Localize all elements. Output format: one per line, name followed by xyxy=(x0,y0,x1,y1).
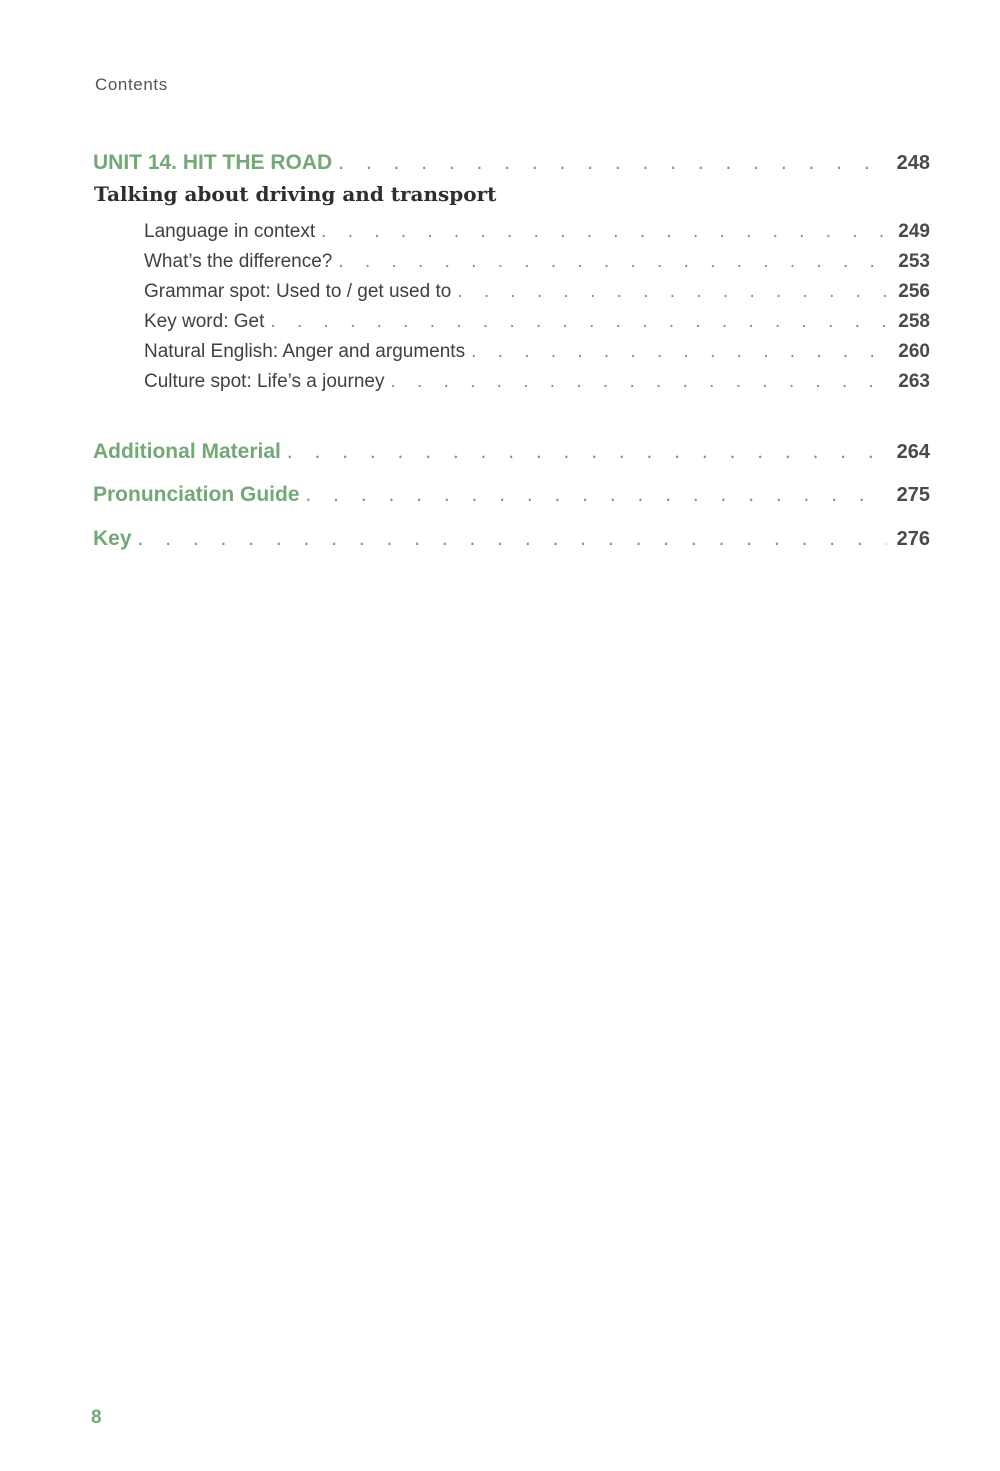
dot-leader xyxy=(390,371,888,393)
toc-entry-unit-14[interactable] xyxy=(93,151,930,175)
toc-entry-page: 256 xyxy=(898,281,930,302)
toc-entry-label: UNIT 14. HIT THE ROAD xyxy=(93,151,333,174)
toc-entry-label: What’s the difference? xyxy=(144,251,333,272)
toc-entry-section[interactable] xyxy=(144,281,930,303)
toc-entry-label: Key word: Get xyxy=(144,311,265,332)
toc-entry-section[interactable] xyxy=(144,371,930,393)
dot-leader xyxy=(270,311,888,333)
dot-leader xyxy=(306,483,887,507)
toc-entry-page: 258 xyxy=(898,311,930,332)
toc-entry-page: 276 xyxy=(896,528,930,550)
toc-entry-section[interactable] xyxy=(144,251,930,273)
toc-entry-page: 253 xyxy=(898,251,930,272)
toc-entry-section[interactable] xyxy=(144,221,930,243)
toc-entry-label: Grammar spot: Used to / get used to xyxy=(144,281,452,302)
toc-entry-key[interactable] xyxy=(93,527,930,551)
toc-entry-label: Natural English: Anger and arguments xyxy=(144,341,466,362)
unit-subtitle: Talking about driving and transport xyxy=(94,182,497,206)
toc-entry-label: Key xyxy=(93,527,132,550)
dot-leader xyxy=(338,251,888,273)
dot-leader xyxy=(321,221,888,243)
toc-entry-section[interactable] xyxy=(144,311,930,333)
dot-leader xyxy=(471,341,888,363)
dot-leader xyxy=(457,281,888,303)
dot-leader xyxy=(287,440,887,464)
toc-entry-pronunciation-guide[interactable] xyxy=(93,483,930,507)
toc-entry-additional-material[interactable] xyxy=(93,440,930,464)
toc-entry-page: 263 xyxy=(898,371,930,392)
toc-entry-label: Culture spot: Life’s a journey xyxy=(144,371,385,392)
toc-entry-label: Additional Material xyxy=(93,440,281,463)
toc-entry-label: Pronunciation Guide xyxy=(93,483,300,506)
toc-entry-page: 248 xyxy=(896,152,930,174)
page-number: 8 xyxy=(91,1407,102,1428)
dot-leader xyxy=(338,151,886,175)
toc-entry-page: 260 xyxy=(898,341,930,362)
toc-entry-section[interactable] xyxy=(144,341,930,363)
toc-entry-page: 275 xyxy=(896,484,930,506)
toc-entry-label: Language in context xyxy=(144,221,316,242)
toc-entry-page: 249 xyxy=(898,221,930,242)
running-head: Contents xyxy=(95,75,168,94)
toc-entry-page: 264 xyxy=(896,441,930,463)
dot-leader xyxy=(138,527,887,551)
